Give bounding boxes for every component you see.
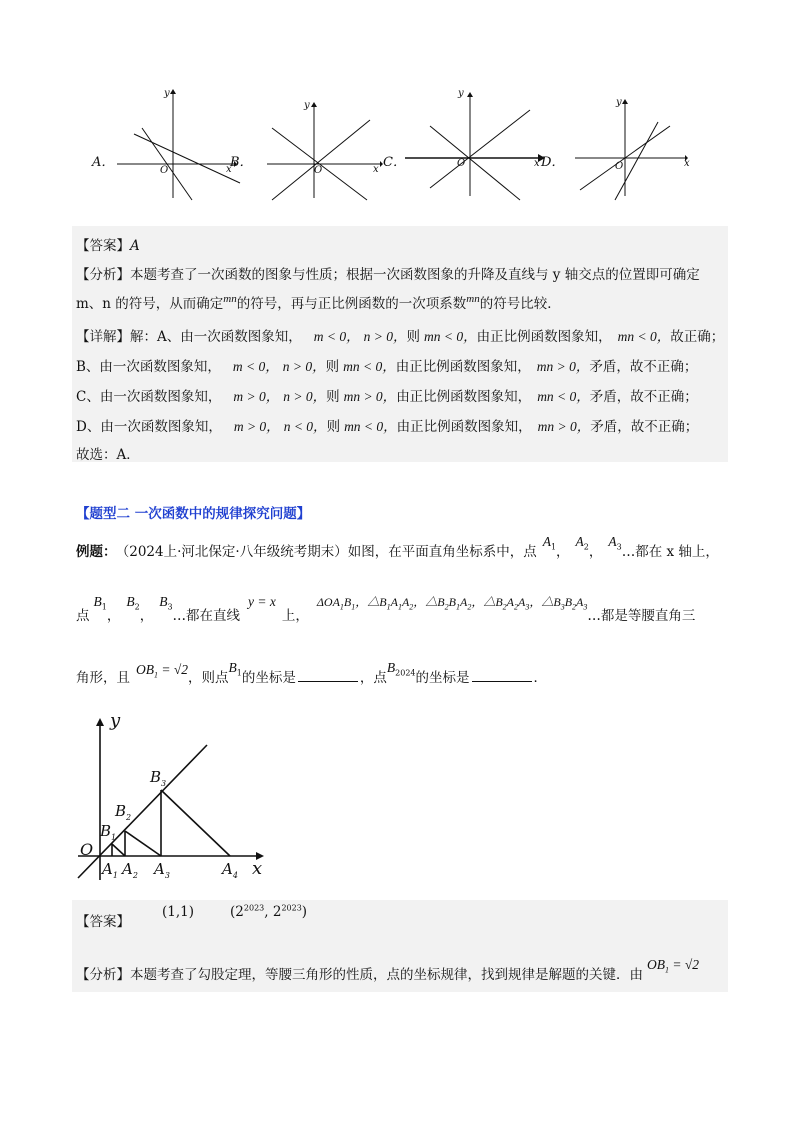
example-line-3 [76, 660, 547, 688]
fig-b1-label: $B_1$ [100, 822, 117, 842]
answer2-v2: ($2^{2023}$, $2^{2023}$) [230, 903, 308, 920]
detail-then: 则 [326, 419, 341, 435]
graph-a-x: x [226, 164, 232, 175]
line3-b: ，则点 [188, 670, 229, 686]
graph-d-x: x [684, 158, 690, 169]
graph-b-x: x [373, 164, 379, 175]
detail-end: 矛盾，故不正确； [590, 419, 699, 435]
graph-a-y: y [164, 88, 170, 99]
detail-cond-k: mn > 0， [536, 359, 590, 374]
fig-a1-label: $A_1$ [102, 860, 118, 880]
detail-end: 矛盾，故不正确； [589, 359, 698, 375]
point-b3: $B_3$ [159, 594, 173, 612]
line3-e: 的坐标是 [415, 670, 470, 686]
example-source: （2024上·河北保定·八年级统考期末）如图，在平面直角坐标系中，点 [122, 544, 537, 560]
detail-lead: B、由一次函数图象知， [76, 359, 221, 375]
graph-d [570, 88, 695, 207]
point-b1: $B_1$ [93, 594, 107, 612]
detail-end: 故正确； [670, 329, 725, 345]
point-word: 点 [76, 608, 90, 624]
example-tag: 例题： [76, 544, 117, 560]
answer-tag: 【答案】 [76, 238, 130, 254]
detail-cond-mn: mn < 0， [343, 359, 396, 374]
triangles-tail: …都是等腰直角三 [587, 608, 696, 624]
detail-cond-m: m < 0， [232, 359, 279, 374]
ob1-text: OB [136, 662, 154, 677]
v2-base: 2 [235, 904, 244, 920]
graph-a-o: O [160, 165, 169, 176]
detail-cond-mn: mn > 0， [343, 389, 397, 404]
fig-a1-letter: A [102, 860, 113, 878]
detail-mid: 由正比例函数图象知， [395, 359, 531, 375]
example-line-2: 点$B_1$，$B_2$，$B_3\dots$都在直线y = x上，$\Delta OA_1B_1$，$\triangle B_1A_1A_2$，$\triangle B_2B_1A_2$，$\triangle B_2A_2A_3$，$\triangle B_3B_2A_3\dots$都是等腰直角三 [76, 594, 696, 624]
analysis2-tag: 【分析】 [76, 967, 130, 983]
fig-a4-label: $A_4$ [222, 860, 238, 880]
analysis2-sqrt2: √2 [684, 957, 700, 972]
ob1-eq: $OB_1 = √2$ [136, 662, 189, 680]
graph-b-y: y [304, 100, 310, 111]
detail-end: 矛盾，故不正确； [589, 389, 698, 405]
a2-letter: A [575, 534, 584, 549]
fig-a2-label: $A_2$ [122, 860, 138, 880]
detail-mid: 由正比例函数图象知， [396, 419, 532, 435]
detail-tag: 【详解】 [76, 329, 130, 345]
b2024-ref: $B_{2024}$ [386, 660, 416, 678]
answer-value: A [130, 238, 140, 254]
fig-b1-letter: B [100, 822, 112, 840]
graph-c-y: y [458, 88, 464, 99]
analysis-1-line2 [76, 292, 561, 312]
detail-lead: 解：A、由一次函数图象知， [130, 329, 302, 345]
v2-exp: 2023 [243, 903, 265, 913]
option-b-label: B． [230, 155, 253, 170]
fig-a3-label: $A_3$ [154, 860, 170, 880]
a-tail: …都在 x 轴上， [621, 544, 719, 560]
fig-b2-letter: B [115, 802, 127, 820]
fig-a3-letter: A [154, 860, 165, 878]
answer-2-line [76, 903, 308, 930]
point-a1: $A_1$ [542, 534, 557, 552]
detail-cond-mn: mn < 0， [423, 329, 477, 344]
fig-b2-label: $B_2$ [115, 802, 132, 822]
analysis-text-2a: m、n 的符号，从而确定 [76, 296, 224, 312]
line3-a: 角形，且 [76, 670, 130, 686]
line-equation: y = x [248, 594, 276, 609]
on-text: 上， [281, 608, 309, 624]
b-tail: …都在直线 [172, 608, 241, 624]
detail-cond-m: m < 0， [313, 329, 360, 344]
detail-cond-n: n > 0， [282, 359, 326, 374]
graph-b [262, 88, 387, 207]
b1-ref: $B_1$ [228, 660, 242, 678]
analysis-tag: 【分析】 [76, 267, 130, 283]
detail-row-3 [76, 415, 698, 435]
a3-letter: A [608, 534, 617, 549]
answer-blank-1[interactable] [298, 669, 358, 682]
detail-cond-n: n < 0， [283, 419, 327, 434]
b3-letter: B [159, 594, 168, 609]
fig-y-label: y [110, 710, 121, 731]
analysis-text-2c: 的符号比较． [479, 296, 561, 312]
graph-c [400, 88, 550, 207]
detail-cond-m: m > 0， [233, 389, 280, 404]
point-a3: $A_3$ [608, 534, 622, 552]
v2-exp-2: 2023 [281, 903, 302, 913]
analysis-text-2b: 的符号，再与正比例函数的一次项系数 [236, 296, 467, 312]
detail-cond-n: n > 0， [283, 389, 327, 404]
detail-mid: 由正比例函数图象知， [476, 329, 612, 345]
point-a2: $A_2$ [575, 534, 589, 552]
detail-row-2 [76, 385, 698, 405]
detail-lead: D、由一次函数图象知， [76, 419, 222, 435]
fig-b3-letter: B [150, 768, 162, 786]
line3-end: ． [533, 670, 547, 686]
line3-d: ，点 [359, 670, 387, 686]
graph-b-o: O [314, 165, 323, 176]
fig-a2-letter: A [122, 860, 133, 878]
detail-row-0 [76, 325, 724, 345]
point-b2: $B_2$ [126, 594, 140, 612]
fig-x-label: x [252, 858, 263, 879]
graph-c-x: x [534, 158, 540, 169]
answer2-tag: 【答案】 [76, 914, 130, 930]
detail-then: 则 [326, 389, 340, 405]
fig-a4-letter: A [222, 860, 233, 878]
detail-cond-mn: mn < 0， [344, 419, 397, 434]
graph-d-o: O [615, 161, 624, 172]
detail-cond-k: mn > 0， [537, 419, 591, 434]
analysis2-ob1: $OB_1 = √2$ [647, 957, 700, 975]
detail-lead: C、由一次函数图象知， [76, 389, 222, 405]
answer-blank-2[interactable] [472, 669, 532, 682]
mn-symbol-2: mn [466, 293, 480, 305]
answer2-v1: (1,1) [162, 904, 195, 920]
graph-d-y: y [616, 97, 622, 108]
detail-then: 则 [325, 359, 340, 375]
detail-cond-k: mn < 0， [617, 329, 671, 344]
sqrt2: √2 [173, 662, 189, 677]
fig-b3-label: $B_3$ [150, 768, 167, 788]
detail-cond-n: n > 0， [363, 329, 407, 344]
option-c-label: C． [383, 155, 406, 170]
b1-ref-letter: B [228, 660, 237, 675]
option-d-label: D． [541, 155, 565, 170]
analysis-2-line [76, 957, 700, 985]
mn-symbol: mn [223, 293, 237, 305]
v2-base-2: 2 [272, 904, 282, 920]
b1-letter: B [93, 594, 102, 609]
graph-a [112, 88, 237, 207]
detail-final: 故选：A． [76, 447, 140, 463]
analysis2-ob1-text: OB [647, 957, 665, 972]
option-a-label: A． [92, 155, 115, 170]
detail-then: 则 [406, 329, 420, 345]
graph-c-o: O [457, 158, 466, 169]
section-heading: 【题型二 一次函数中的规律探究问题】 [76, 506, 311, 522]
a1-letter: A [542, 534, 551, 549]
analysis-text-1: 本题考查了一次函数的图象与性质；根据一次函数图象的升降及直线与 y 轴交点的位置即可确定 [130, 267, 700, 283]
triangle-list: $\Delta OA_1B_1$，$\triangle B_1A_1A_2$，$\triangle B_2B_1A_2$，$\triangle B_2A_2A_3$，$\triangle B_3B_2A_3$ [316, 595, 588, 612]
b2-letter: B [126, 594, 135, 609]
fig-o-label: O [80, 840, 94, 859]
detail-mid: 由正比例函数图象知， [396, 389, 532, 405]
answer-1-line [76, 234, 140, 254]
line3-c: 的坐标是 [241, 670, 296, 686]
analysis-1-line1 [76, 263, 700, 283]
detail-cond-k: mn < 0， [537, 389, 590, 404]
detail-cond-m: m > 0， [233, 419, 280, 434]
staircase-figure [70, 710, 280, 885]
b2024-letter: B [386, 660, 396, 675]
detail-row-1 [76, 355, 697, 375]
example-line-1: 例题： （2024上·河北保定·八年级统考期末）如图，在平面直角坐标系中，点$A_1$，$A_2$，$A_3\dots$都在 x 轴上， [76, 534, 719, 560]
analysis2-text: 本题考查了勾股定理，等腰三角形的性质，点的坐标规律，找到规律是解题的关键．由 [130, 967, 643, 983]
